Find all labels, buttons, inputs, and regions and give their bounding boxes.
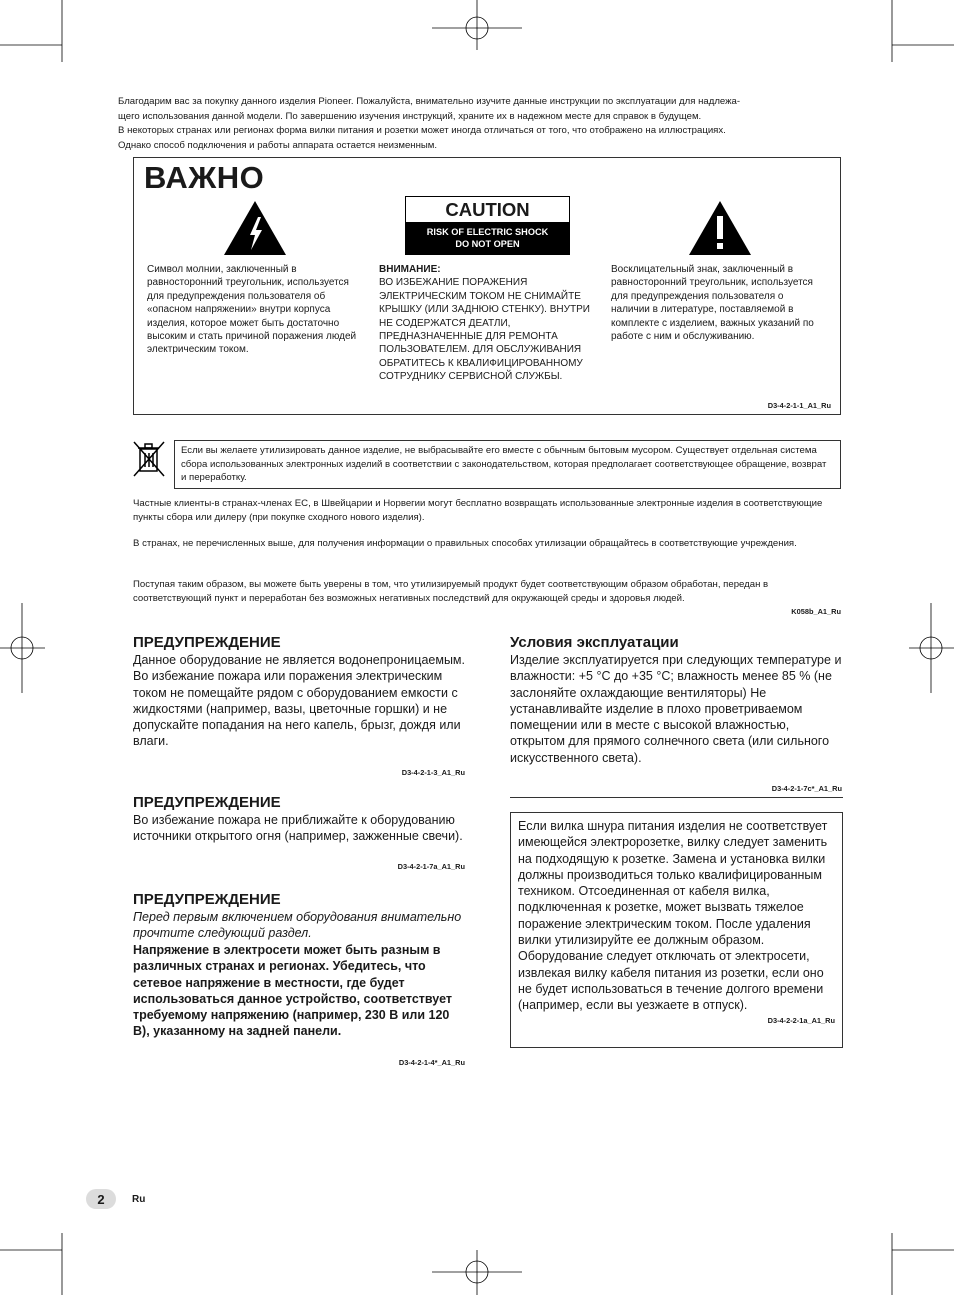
important-code: D3-4-2-1-1_A1_Ru	[767, 401, 831, 410]
warning-2-code: D3-4-2-1-7a_A1_Ru	[397, 862, 465, 871]
warning-3-code: D3-4-2-1-4*_A1_Ru	[398, 1058, 465, 1067]
attention-heading: ВНИМАНИЕ:	[379, 264, 441, 275]
attention-text: ВО ИЗБЕЖАНИЕ ПОРАЖЕНИЯ ЭЛЕКТРИЧЕСКИМ ТОКОМ НЕ СНИМАЙТЕ КРЫШКУ (ИЛИ ЗАДНЮЮ СТЕНКУ). ВНУТРИ НЕ СОДЕРЖАТСЯ ДЕАТЛИ, ПРЕДНАЗНАЧЕННЫЕ ДЛЯ РЕМОНТА ПОЛЬЗОВАТЕЛЕМ. ДЛЯ ОБСЛУЖИВАНИЯ ОБРАТИТЕСЬ К КВАЛИФИЦИРОВАННОМУ СОТРУДНИКУ СЕРВИСНОЙ СЛУЖБЫ.	[379, 277, 590, 383]
important-title: ВАЖНО	[144, 160, 265, 195]
conditions-code: D3-4-2-1-7c*_A1_Ru	[771, 784, 842, 793]
plug-notice-code: D3-4-2-2-1a_A1_Ru	[767, 1015, 835, 1025]
lightning-warning-icon	[223, 200, 287, 256]
conditions-divider	[510, 797, 843, 798]
weee-code: K058b_A1_Ru	[791, 607, 841, 616]
exclamation-description: Восклицательный знак, заключенный в равносторонний треугольник, используется для предупреждения пользователя о наличии в литературе, поставляемой в комплекте с изделием, важных указаний по работе с ним и обслуживанию.	[611, 264, 814, 343]
intro-line-2: щего использования данной модели. По завершению изучения инструкций, храните их в надежном месте для справок в будущем.	[118, 110, 702, 122]
weee-paragraph-3: Поступая таким образом, вы можете быть уверены в том, что утилизируемый продукт будет соответствующим образом обработан, передан в соответствующий пункт и переработан без возможных негативных последствий для окружающей среды и здоровья людей.	[133, 579, 769, 604]
exclamation-warning-icon	[688, 200, 752, 256]
intro-line-3: В некоторых странах или регионах форма вилки питания и розетки может иногда отличаться от того, что отображено на иллюстрациях.	[118, 125, 726, 136]
crossed-bin-icon	[133, 440, 165, 478]
plug-notice-text: Если вилка шнура питания изделия не соответствует имеющейся электророзетке, вилку следует заменить на подходящую к розетке. Замена и установка вилки должны производиться только квалифицированным техником. Отсоединенная от кабеля вилка, подключенная к розетке, может вызвать тяжелое поражение электрическим током. После удаления вилки утилизируйте ее должным образом. Оборудование следует отключать от электросети, извлекая вилку кабеля питания из розетки, если оно не будет использоваться в течение долгого времени (например, если вы уезжаете в отпуск).	[518, 819, 828, 1013]
caution-label	[405, 196, 570, 255]
weee-notice-box: Если вы желаете утилизировать данное изделие, не выбрасывайте его вместе с обычным бытовым мусором. Существует отдельная система сбора использованных электронных изделий в соответствии с законодательством, которая предполагает соответствующее обращение, возврат и переработку.	[174, 440, 841, 489]
caution-line-2: DO NOT OPEN	[455, 239, 520, 249]
caution-subtitle	[406, 222, 569, 254]
warning-3-italic: Перед первым включением оборудования внимательно прочтите следующий раздел.	[133, 910, 462, 941]
warning-2-text: Во избежание пожара не приближайте к оборудованию источники открытого огня (например, зажженные свечи).	[133, 813, 463, 844]
intro-line-1: Благодарим вас за покупку данного изделия Pioneer. Пожалуйста, внимательно изучите данные инструкции по эксплуатации для надлежа-	[118, 96, 741, 107]
language-code: Ru	[132, 1194, 146, 1205]
warning-1-code: D3-4-2-1-3_A1_Ru	[401, 768, 465, 777]
warning-3-heading: ПРЕДУПРЕЖДЕНИЕ	[133, 891, 281, 908]
weee-paragraph-2: В странах, не перечисленных выше, для получения информации о правильных способах утилизации обращайтесь в соответствующие учреждения.	[133, 538, 797, 549]
conditions-text: Изделие эксплуатируется при следующих температуре и влажности: +5 °C до +35 °C; влажность менее 85 % (не заслоняйте охлаждающие вентиляторы) Не устанавливайте изделие в плохо проветриваемом помещении или в месте с высокой влажностью, открытом для прямого солнечного света (или сильного искусственного света).	[510, 653, 842, 765]
plug-notice-box	[510, 812, 843, 1048]
caution-word: CAUTION	[445, 198, 530, 220]
lightning-description: Символ молнии, заключенный в равносторонний треугольник, используется для предупреждения пользователя об «опасном напряжении» внутри корпуса изделия, которое может быть достаточно высоким и стать причиной поражения людей электрическим током.	[147, 264, 357, 356]
page-number: 2	[86, 1189, 116, 1209]
warning-1-heading: ПРЕДУПРЕЖДЕНИЕ	[133, 634, 281, 651]
warning-3-bold: Напряжение в электросети может быть разным в различных странах и регионах. Убедитесь, что сетевое напряжение в местности, где будет использоваться данное устройство, соответствует требуемому напряжению (например, 230 В или 120 В), указанному на задней панели.	[133, 943, 453, 1039]
caution-line-1: RISK OF ELECTRIC SHOCK	[426, 227, 549, 237]
intro-text	[118, 95, 858, 153]
weee-paragraph-1: Частные клиенты-в странах-членах ЕС, в Швейцарии и Норвегии могут бесплатно возвращать использованные электронные изделия в соответствующие пункты сбора или дилеру (при покупке сходного нового изделия).	[133, 498, 823, 523]
attention-block	[379, 263, 591, 384]
conditions-heading: Условия эксплуатации	[510, 634, 679, 651]
warning-1-text: Данное оборудование не является водонепроницаемым. Во избежание пожара или поражения электрическим током не помещайте рядом с оборудованием емкости с жидкостями (например, вазы, цветочные горшки) и не допускайте попадания на него капель, брызг, дождя или влаги.	[133, 653, 465, 749]
intro-line-4: Однако способ подключения и работы аппарата остается неизменным.	[118, 139, 438, 151]
warning-2-heading: ПРЕДУПРЕЖДЕНИЕ	[133, 794, 281, 811]
